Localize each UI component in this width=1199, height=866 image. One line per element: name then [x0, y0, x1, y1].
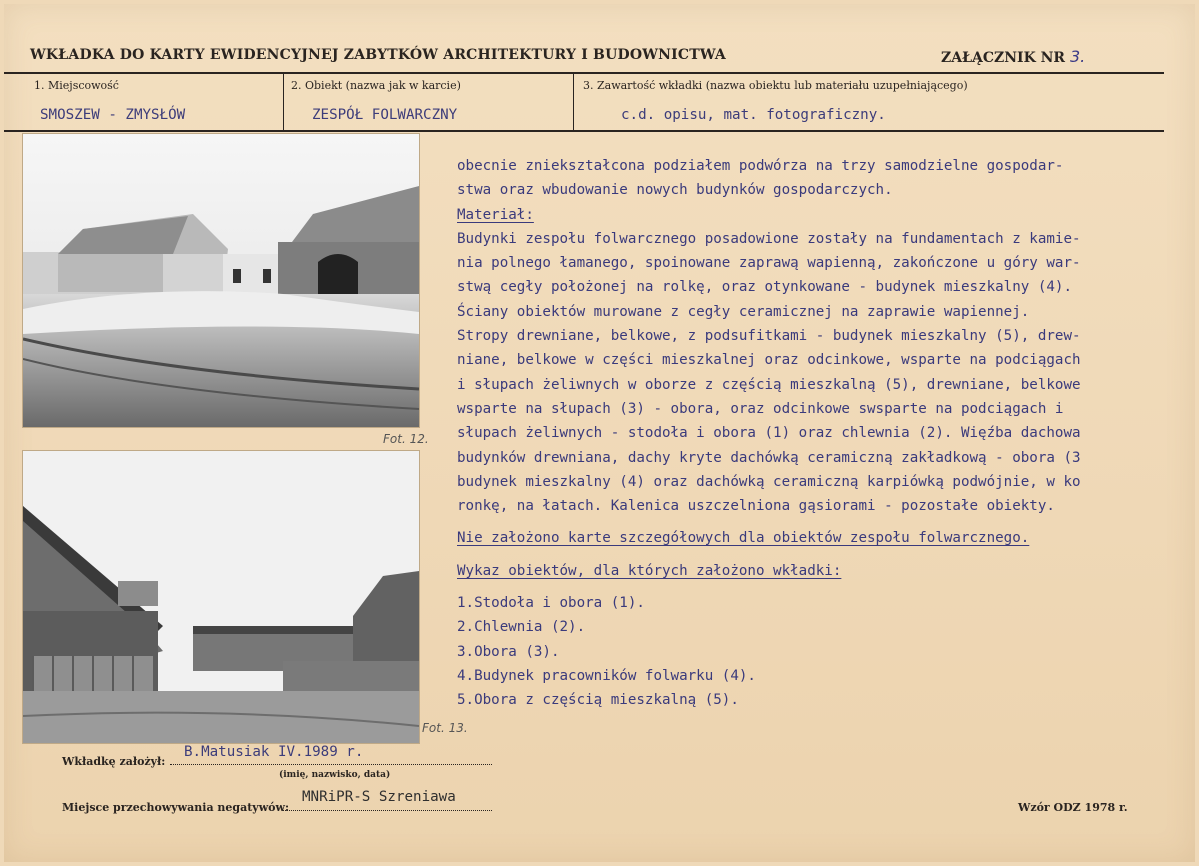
locality-value: SMOSZEW - ZMYSŁÓW — [40, 107, 186, 123]
photo-2-label: Fot. 13. — [422, 721, 468, 735]
object-value: ZESPÓŁ FOLWARCZNY — [312, 107, 458, 123]
note-text: Nie założono karte szczegółowych dla obiektów zespołu folwarcznego. — [457, 530, 1030, 547]
content-value: c.d. opisu, mat. fotograficzny. — [621, 107, 886, 123]
form-code: Wzór ODZ 1978 r. — [1018, 801, 1128, 814]
locality-label: 1. Miejscowość — [34, 79, 119, 92]
photo-farm-buildings — [22, 133, 420, 428]
body-line: budynków drewniana, dachy kryte dachówką ceramiczną zakładkową - obora (3 — [457, 449, 1081, 466]
photo-1-image — [23, 134, 419, 427]
attachment-label: ZAŁĄCZNIK NR — [941, 50, 1066, 66]
body-line: budynek mieszkalny (4) oraz dachówką ceramiczną karpiówką podwójnie, w ko — [457, 473, 1081, 490]
storage-value: MNRiPR-S Szreniawa — [302, 789, 456, 805]
photo-farmyard — [22, 450, 420, 744]
card-title: WKŁADKA DO KARTY EWIDENCYJNEJ ZABYTKÓW ARCHITEKTURY I BUDOWNICTWA — [30, 47, 726, 63]
body-line: i słupach żeliwnych w oborze z częścią mieszkalną (5), drewniane, belkowe — [457, 376, 1081, 393]
body-line: stwą cegły położonej na rolkę, oraz otynkowane - budynek mieszkalny (4). — [457, 279, 1072, 296]
body-line: Ściany obiektów murowane z cegły ceramicznej na zaprawie wapiennej. — [457, 303, 1030, 320]
body-line: słupach żeliwnych - stodoła i obora (1) oraz chlewnia (2). Więźba dachowa — [457, 425, 1081, 442]
body-line: obecnie zniekształcona podziałem podwórza na trzy samodzielne gospodar- — [457, 158, 1064, 174]
storage-label: Miejsce przechowywania negatywów: — [62, 801, 290, 814]
fields-rule — [4, 130, 1164, 132]
body-line: nia polnego łamanego, spoinowane zaprawą wapienną, zakończone u góry war- — [457, 255, 1081, 272]
description-text — [457, 154, 1177, 713]
attachment-number — [941, 47, 1085, 66]
body-line: ronkę, na łatach. Kalenica uszczelniona gąsiorami - pozostałe obiekty. — [457, 498, 1055, 515]
content-label: 3. Zawartość wkładki (nazwa obiektu lub materiału uzupełniającego) — [583, 79, 968, 92]
list-heading: Wykaz obiektów, dla których założono wkładki: — [457, 562, 842, 579]
list-item: 3.Obora (3). — [457, 643, 560, 660]
photo-1-label: Fot. 12. — [383, 432, 429, 446]
author-caption: (imię, nazwisko, data) — [279, 770, 391, 780]
material-heading: Materiał: — [457, 206, 534, 223]
storage-line — [283, 809, 492, 811]
list-item: 2.Chlewnia (2). — [457, 619, 586, 636]
list-item: 4.Budynek pracowników folwarku (4). — [457, 667, 756, 684]
attachment-number-value: 3. — [1069, 47, 1086, 66]
list-item: 5.Obora z częścią mieszkalną (5). — [457, 692, 739, 709]
list-item: 1.Stodoła i obora (1). — [457, 595, 645, 612]
header-rule — [4, 72, 1164, 74]
author-value: B.Matusiak IV.1989 r. — [184, 744, 364, 760]
object-label: 2. Obiekt (nazwa jak w karcie) — [291, 79, 461, 92]
body-line: wsparte na słupach (3) - obora, oraz odcinkowe swsparte na podciągach i — [457, 400, 1064, 417]
body-line: niane, belkowe w części mieszkalnej oraz odcinkowe, wsparte na podciągach — [457, 352, 1081, 369]
author-line — [170, 763, 492, 765]
photo-2-image — [23, 451, 419, 743]
record-card — [4, 4, 1195, 862]
field-divider-1 — [283, 74, 284, 130]
field-divider-2 — [573, 74, 574, 130]
body-line: Stropy drewniane, belkowe, z podsufitkami - budynek mieszkalny (5), drew- — [457, 328, 1081, 345]
author-label: Wkładkę założył: — [62, 755, 166, 768]
body-line: stwa oraz wbudowanie nowych budynków gospodarczych. — [457, 182, 893, 199]
body-line: Budynki zespołu folwarcznego posadowione zostały na fundamentach z kamie- — [457, 230, 1081, 247]
